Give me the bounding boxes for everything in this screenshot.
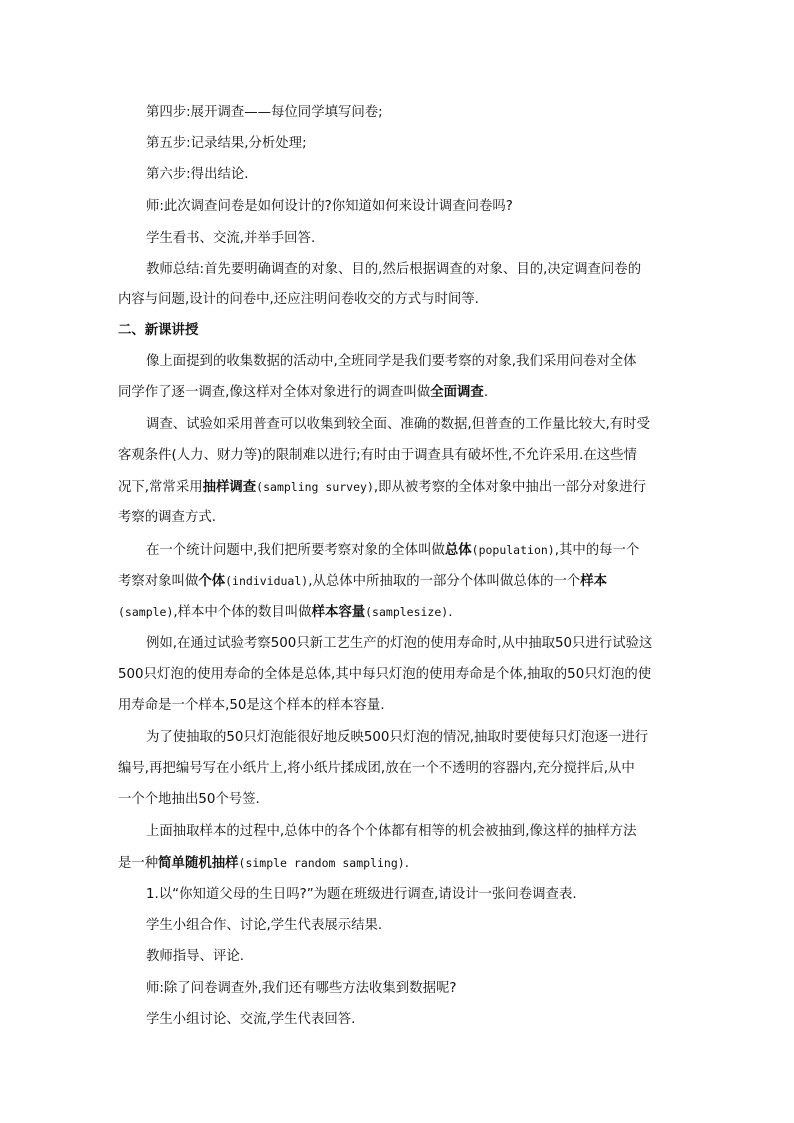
teacher-question-2: 师:除了问卷调查外,我们还有哪些方法收集到数据呢? [146, 981, 457, 996]
section-heading: 二、新课讲授 [118, 323, 199, 338]
term-population-english: (population) [471, 543, 555, 557]
term-sample-size: 样本容量 [311, 605, 366, 620]
para3-text-end: ,其中的每一个 [554, 543, 640, 558]
exercise-1-teacher: 教师指导、评论. [146, 949, 244, 964]
para4-line-1: 例如,在通过试验考察500只新工艺生产的灯泡的使用寿命时,从中抽取50只进行试验这 [146, 636, 653, 651]
para3-text: 在一个统计问题中,我们把所要考察对象的全体叫做 [146, 543, 445, 558]
para2-line-4: 考察的调查方式. [118, 510, 216, 525]
student-answer-1: 学生看书、交流,并举手回答. [146, 231, 316, 246]
student-answer-2: 学生小组讨论、交流,学生代表回答. [146, 1012, 356, 1027]
para3-line-1 [146, 541, 639, 560]
term-sample-english: (sample) [118, 605, 174, 619]
term-full-survey: 全面调查 [430, 385, 484, 400]
step-5: 第五步:记录结果,分析处理; [146, 136, 307, 151]
para2-line-2: 客观条件(人力、财力等)的限制难以进行;有时由于调查具有破坏性,不允许采用.在这些情 [118, 448, 637, 463]
term-individual-english: (individual) [225, 574, 309, 588]
term-sampling-survey-english: (sampling survey) [256, 480, 374, 494]
para2-line-1: 调查、试验如采用普查可以收集到较全面、准确的数据,但普查的工作量比较大,有时受 [146, 417, 650, 432]
para6-line-2 [118, 854, 409, 873]
para3-end: . [448, 605, 453, 620]
teacher-question-1: 师:此次调查问卷是如何设计的?你知道如何来设计调查问卷吗? [146, 199, 513, 214]
para2-text-end: ,即从被考察的全体对象中抽出一部分对象进行 [373, 480, 646, 495]
step-4: 第四步:展开调查——每位同学填写问卷; [146, 105, 383, 120]
para4-line-2: 500只灯泡的使用寿命的全体是总体,其中每只灯泡的使用寿命是个体,抽取的50只灯泡的使 [118, 667, 652, 682]
para5-line-1: 为了使抽取的50只灯泡能很好地反映500只灯泡的情况,抽取时要使每只灯泡逐一进行 [146, 730, 649, 745]
para6-line-1: 上面抽取样本的过程中,总体中的各个个体都有相等的机会被抽到,像这样的抽样方法 [146, 824, 637, 839]
exercise-1: 1.以“你知道父母的生日吗?”为题在班级进行调查,请设计一张问卷调查表. [146, 887, 577, 902]
para6-text: 是一种 [118, 856, 159, 871]
term-simple-random-sampling-english: (simple random sampling) [238, 856, 405, 870]
term-individual: 个体 [198, 574, 226, 589]
para3-text-3: ,从总体中所抽取的一部分个体叫做总体的一个 [308, 574, 581, 589]
para2-text: 况下,常常采用 [118, 480, 203, 495]
para5-line-2: 编号,再把编号写在小纸片上,将小纸片揉成团,放在一个不透明的容器内,充分搅拌后,从中 [118, 761, 635, 776]
para5-line-3: 一个个地抽出50个号签. [118, 792, 260, 807]
term-sampling-survey: 抽样调查 [202, 480, 257, 495]
teacher-summary-line-2: 内容与问题,设计的问卷中,还应注明问卷收交的方式与时间等. [118, 292, 479, 307]
term-population: 总体 [444, 543, 472, 558]
para1-line-2 [118, 384, 488, 402]
term-simple-random-sampling: 简单随机抽样 [158, 856, 239, 871]
para3-text-2: 考察对象叫做 [118, 574, 199, 589]
term-sample: 样本 [580, 574, 608, 589]
teacher-summary-line-1: 教师总结:首先要明确调查的对象、目的,然后根据调查的对象、目的,决定调查问卷的 [146, 262, 642, 277]
para1-line-1: 像上面提到的收集数据的活动中,全班同学是我们要考察的对象,我们采用问卷对全体 [146, 354, 637, 369]
para3-text-4: ,样本中个体的数目叫做 [173, 605, 312, 620]
para3-line-2 [118, 572, 607, 591]
para1-end: . [483, 385, 489, 400]
para6-end: . [404, 856, 409, 871]
para3-line-3 [118, 603, 452, 622]
para1-text: 同学作了逐一调查,像这样对全体对象进行的调查叫做 [118, 385, 431, 400]
para4-line-3: 用寿命是一个样本,50是这个样本的样本容量. [118, 698, 385, 713]
para2-line-3 [118, 478, 646, 497]
step-6: 第六步:得出结论. [146, 167, 249, 182]
term-sample-size-english: (samplesize) [365, 605, 449, 619]
exercise-1-students: 学生小组合作、讨论,学生代表展示结果. [146, 918, 383, 933]
